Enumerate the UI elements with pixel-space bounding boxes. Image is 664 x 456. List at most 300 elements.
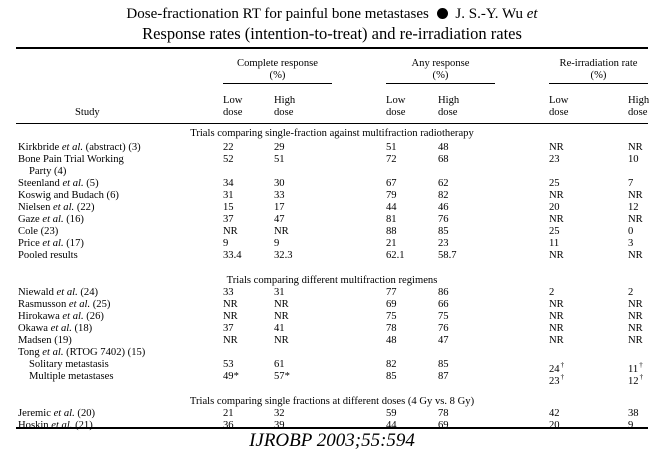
value: 62.1 bbox=[386, 250, 405, 261]
study-name: Pooled results bbox=[18, 250, 78, 261]
value-cell bbox=[438, 214, 449, 226]
value: 33 bbox=[274, 190, 285, 201]
value: 41 bbox=[274, 323, 285, 334]
value-cell bbox=[223, 311, 238, 323]
value-cell bbox=[274, 178, 285, 190]
value: 21 bbox=[386, 238, 397, 249]
value-cell bbox=[628, 238, 633, 250]
study-name: Price bbox=[18, 238, 43, 249]
value-cell bbox=[628, 408, 639, 420]
value: 59 bbox=[386, 408, 397, 419]
value: NR bbox=[223, 311, 238, 322]
value: 11 bbox=[549, 238, 560, 249]
value-cell bbox=[274, 202, 285, 214]
value-cell bbox=[274, 323, 285, 335]
dose-subheader-low: Low bbox=[223, 95, 243, 106]
value: 44 bbox=[386, 420, 397, 431]
value: 38 bbox=[628, 408, 639, 419]
value: 32 bbox=[274, 408, 285, 419]
value-cell bbox=[274, 142, 285, 154]
study-name: Kirkbride bbox=[18, 142, 62, 153]
table-title: Response rates (intention-to-treat) and re-irradiation rates bbox=[142, 24, 522, 43]
value-cell bbox=[386, 190, 397, 202]
study-etal: et al. bbox=[62, 311, 84, 322]
value-cell bbox=[386, 371, 397, 383]
value: 11 bbox=[628, 364, 639, 375]
value: 88 bbox=[386, 226, 397, 237]
value-cell bbox=[549, 178, 560, 190]
value: 85 bbox=[438, 226, 449, 237]
value-cell bbox=[549, 323, 564, 335]
value: NR bbox=[223, 299, 238, 310]
value: 57* bbox=[274, 371, 290, 382]
value-cell bbox=[438, 178, 449, 190]
value-cell bbox=[549, 142, 564, 154]
study-name: Koswig and Budach (6) bbox=[18, 190, 119, 201]
value: 76 bbox=[438, 323, 449, 334]
value: 25 bbox=[549, 226, 560, 237]
value: 47 bbox=[438, 335, 449, 346]
value: 48 bbox=[438, 142, 449, 153]
value-cell bbox=[438, 238, 449, 250]
value: 85 bbox=[386, 371, 397, 382]
value: NR bbox=[549, 299, 564, 310]
value-cell bbox=[438, 154, 449, 166]
value: 31 bbox=[274, 287, 285, 298]
study-name: Solitary metastasis bbox=[29, 359, 109, 370]
value-cell bbox=[274, 226, 289, 238]
value: 33 bbox=[223, 287, 234, 298]
value-cell bbox=[628, 335, 643, 347]
value-cell bbox=[386, 238, 397, 250]
value-cell bbox=[274, 311, 289, 323]
study-name-cell bbox=[18, 214, 84, 226]
value-cell bbox=[549, 335, 564, 347]
value: 9 bbox=[274, 238, 280, 249]
value: NR bbox=[628, 142, 643, 153]
value: 78 bbox=[386, 323, 397, 334]
value: 44 bbox=[386, 202, 397, 213]
study-name: Gaze bbox=[18, 214, 43, 225]
study-reference: (RTOG 7402) (15) bbox=[63, 347, 146, 358]
value: NR bbox=[274, 335, 289, 346]
value: NR bbox=[274, 311, 289, 322]
value-cell bbox=[628, 226, 633, 238]
column-group-header: Any response bbox=[411, 58, 470, 69]
dose-subheader-low: dose bbox=[223, 107, 243, 118]
study-name-cell bbox=[18, 142, 141, 154]
dagger-footnote-mark: † bbox=[639, 361, 643, 369]
value-cell bbox=[438, 250, 457, 262]
value-cell bbox=[438, 299, 449, 311]
study-etal: et al. bbox=[61, 142, 84, 153]
value-cell bbox=[274, 214, 285, 226]
study-name: Tong bbox=[18, 347, 43, 358]
value-cell bbox=[274, 154, 285, 166]
value: NR bbox=[628, 214, 643, 225]
value-cell bbox=[438, 323, 449, 335]
value-cell bbox=[223, 178, 234, 190]
value: 87 bbox=[438, 371, 449, 382]
study-name: Rasmusson bbox=[18, 299, 69, 310]
study-etal: et al. bbox=[42, 347, 64, 358]
value-cell bbox=[549, 311, 564, 323]
bullet-dot-icon bbox=[437, 8, 448, 19]
study-name-cell bbox=[18, 335, 72, 347]
value: 68 bbox=[438, 154, 449, 165]
value: 62 bbox=[438, 178, 449, 189]
value-cell bbox=[223, 238, 228, 250]
study-name-cell bbox=[18, 238, 84, 250]
value: NR bbox=[628, 250, 643, 261]
study-name-cell bbox=[18, 408, 95, 420]
value-cell bbox=[438, 359, 449, 371]
study-reference: (5) bbox=[83, 178, 99, 189]
study-reference: (abstract) (3) bbox=[83, 142, 141, 153]
value: 12 bbox=[628, 376, 639, 387]
value: 23 bbox=[549, 376, 560, 387]
value: 30 bbox=[274, 178, 285, 189]
citation-footer: IJROBP 2003;55:594 bbox=[249, 430, 415, 451]
study-name: Multiple metastases bbox=[29, 371, 114, 382]
value: NR bbox=[628, 323, 643, 334]
study-etal: et al. bbox=[53, 408, 75, 419]
study-reference: (20) bbox=[74, 408, 96, 419]
value: 7 bbox=[628, 178, 634, 189]
value: 33.4 bbox=[223, 250, 242, 261]
running-header-title: Dose-fractionation RT for painful bone metastases bbox=[126, 6, 429, 22]
value: 20 bbox=[549, 202, 560, 213]
top-rule bbox=[16, 47, 648, 49]
study-name: Nielsen bbox=[18, 202, 54, 213]
value: 69 bbox=[386, 299, 397, 310]
study-name: Hoskin bbox=[18, 420, 52, 431]
value-cell bbox=[223, 250, 242, 262]
value: 34 bbox=[223, 178, 234, 189]
value-cell bbox=[628, 202, 639, 214]
value-cell bbox=[438, 190, 449, 202]
value: 78 bbox=[438, 408, 449, 419]
study-reference: (22) bbox=[74, 202, 95, 213]
value-cell bbox=[386, 250, 405, 262]
value: 39 bbox=[274, 420, 285, 431]
value: 31 bbox=[223, 190, 234, 201]
value: NR bbox=[549, 214, 564, 225]
study-column-header: Study bbox=[75, 107, 100, 118]
study-name-cell bbox=[18, 347, 145, 359]
header-rule bbox=[16, 123, 648, 124]
column-group-underline bbox=[549, 83, 648, 84]
study-name: Party (4) bbox=[29, 166, 67, 177]
dose-subheader-low: Low bbox=[386, 95, 406, 106]
study-name-cell bbox=[18, 154, 124, 166]
value-cell bbox=[549, 238, 559, 250]
value: 10 bbox=[628, 154, 639, 165]
column-group-header: Re-irradiation rate bbox=[559, 58, 638, 69]
study-name-cell bbox=[18, 226, 58, 238]
value-cell bbox=[223, 299, 238, 311]
value-cell bbox=[549, 226, 560, 238]
value: 3 bbox=[628, 238, 634, 249]
study-name: Bone Pain Trial Working bbox=[18, 154, 124, 165]
value-cell bbox=[274, 238, 279, 250]
value-cell bbox=[438, 202, 449, 214]
study-name-cell bbox=[29, 359, 109, 371]
study-reference: (17) bbox=[63, 238, 84, 249]
value-cell bbox=[223, 226, 238, 238]
value-cell bbox=[223, 142, 234, 154]
value-cell bbox=[274, 250, 293, 262]
value: 86 bbox=[438, 287, 449, 298]
value-cell bbox=[223, 190, 234, 202]
value-cell bbox=[549, 408, 560, 420]
value-cell bbox=[386, 335, 397, 347]
value-cell bbox=[386, 142, 397, 154]
value: 81 bbox=[386, 214, 397, 225]
value-cell bbox=[549, 250, 564, 262]
value-cell bbox=[549, 190, 564, 202]
dose-subheader-high: dose bbox=[628, 107, 648, 118]
value: 2 bbox=[628, 287, 634, 298]
column-group-header: Complete response bbox=[237, 58, 318, 69]
dose-subheader-low: dose bbox=[386, 107, 406, 118]
study-name-cell bbox=[18, 250, 78, 262]
value-cell bbox=[628, 287, 633, 299]
value: 9 bbox=[223, 238, 229, 249]
value-cell bbox=[223, 408, 234, 420]
value: 69 bbox=[438, 420, 449, 431]
value: 75 bbox=[438, 311, 449, 322]
value: 46 bbox=[438, 202, 449, 213]
value: NR bbox=[274, 226, 289, 237]
column-group-unit: (%) bbox=[432, 70, 449, 81]
study-etal: et al. bbox=[62, 178, 84, 189]
value-cell bbox=[549, 202, 560, 214]
value: 15 bbox=[223, 202, 234, 213]
value-cell bbox=[386, 323, 397, 335]
dagger-footnote-mark: † bbox=[639, 373, 644, 381]
value: 76 bbox=[438, 214, 449, 225]
dose-subheader-low: Low bbox=[549, 95, 569, 106]
value-cell bbox=[549, 154, 560, 166]
value: 52 bbox=[223, 154, 234, 165]
value-cell bbox=[438, 371, 449, 383]
value-cell bbox=[549, 214, 564, 226]
value: NR bbox=[274, 299, 289, 310]
value: 61 bbox=[274, 359, 285, 370]
study-reference: (24) bbox=[77, 287, 99, 298]
value-cell bbox=[274, 190, 285, 202]
study-name-cell bbox=[29, 166, 66, 178]
value: 66 bbox=[438, 299, 449, 310]
value-cell bbox=[386, 287, 397, 299]
study-name-cell bbox=[18, 178, 99, 190]
value: 51 bbox=[274, 154, 285, 165]
value-cell bbox=[223, 323, 234, 335]
study-etal: et al. bbox=[53, 202, 75, 213]
study-name-cell bbox=[18, 287, 98, 299]
value: 23 bbox=[549, 154, 560, 165]
section-heading: Trials comparing different multifraction regimens bbox=[226, 275, 438, 286]
dose-subheader-high: High bbox=[628, 95, 650, 106]
value: 37 bbox=[223, 323, 234, 334]
value-cell bbox=[223, 335, 238, 347]
value: NR bbox=[628, 190, 643, 201]
study-reference: (18) bbox=[71, 323, 93, 334]
value: NR bbox=[628, 299, 643, 310]
column-group-unit: (%) bbox=[269, 70, 286, 81]
dose-subheader-high: dose bbox=[438, 107, 458, 118]
value: 58.7 bbox=[438, 250, 457, 261]
study-reference: (21) bbox=[72, 420, 93, 431]
value: 85 bbox=[438, 359, 449, 370]
value: 72 bbox=[386, 154, 397, 165]
value-cell bbox=[549, 371, 564, 388]
study-name: Steenland bbox=[18, 178, 63, 189]
study-name: Niewald bbox=[18, 287, 57, 298]
column-group-underline bbox=[386, 83, 495, 84]
study-name-cell bbox=[18, 311, 104, 323]
value: NR bbox=[549, 190, 564, 201]
value: NR bbox=[628, 335, 643, 346]
value-cell bbox=[274, 371, 290, 383]
value-cell bbox=[274, 359, 285, 371]
study-etal: et al. bbox=[42, 214, 64, 225]
value: 82 bbox=[386, 359, 397, 370]
value-cell bbox=[274, 408, 285, 420]
study-etal: et al. bbox=[51, 420, 73, 431]
value: 0 bbox=[628, 226, 634, 237]
value: 48 bbox=[386, 335, 397, 346]
value: NR bbox=[223, 335, 238, 346]
section-heading: Trials comparing single-fraction against multifraction radiotherapy bbox=[190, 128, 474, 139]
value: 2 bbox=[549, 287, 555, 298]
value: 47 bbox=[274, 214, 285, 225]
value: NR bbox=[223, 226, 238, 237]
value-cell bbox=[386, 299, 397, 311]
value-cell bbox=[386, 311, 397, 323]
value-cell bbox=[438, 287, 449, 299]
value: 67 bbox=[386, 178, 397, 189]
value: 79 bbox=[386, 190, 397, 201]
value-cell bbox=[274, 335, 289, 347]
value: 49* bbox=[223, 371, 239, 382]
value-cell bbox=[223, 154, 234, 166]
value-cell bbox=[223, 214, 234, 226]
study-name: Okawa bbox=[18, 323, 51, 334]
value: 29 bbox=[274, 142, 285, 153]
value-cell bbox=[628, 142, 643, 154]
study-name: Cole (23) bbox=[18, 226, 59, 237]
value: NR bbox=[549, 323, 564, 334]
value-cell bbox=[549, 299, 564, 311]
value-cell bbox=[628, 311, 643, 323]
value: 82 bbox=[438, 190, 449, 201]
value: NR bbox=[549, 311, 564, 322]
study-reference: (26) bbox=[83, 311, 104, 322]
value-cell bbox=[438, 408, 449, 420]
value-cell bbox=[386, 202, 397, 214]
study-reference: (25) bbox=[90, 299, 111, 310]
value: 37 bbox=[223, 214, 234, 225]
value: NR bbox=[549, 335, 564, 346]
study-etal: et al. bbox=[68, 299, 91, 310]
dose-subheader-high: dose bbox=[274, 107, 294, 118]
value: 21 bbox=[223, 408, 234, 419]
value-cell bbox=[386, 214, 397, 226]
column-group-unit: (%) bbox=[590, 70, 607, 81]
value: NR bbox=[628, 311, 643, 322]
dagger-footnote-mark: † bbox=[560, 373, 565, 381]
value: 9 bbox=[628, 420, 634, 431]
section-heading: Trials comparing single fractions at different doses (4 Gy vs. 8 Gy) bbox=[189, 396, 475, 407]
study-etal: et al. bbox=[50, 323, 72, 334]
value-cell bbox=[223, 202, 234, 214]
dose-subheader-high: High bbox=[438, 95, 460, 106]
value-cell bbox=[223, 371, 239, 383]
value: 24 bbox=[549, 364, 560, 375]
value-cell bbox=[386, 359, 397, 371]
value-cell bbox=[628, 214, 643, 226]
study-name: Hirokawa bbox=[18, 311, 63, 322]
study-name-cell bbox=[29, 371, 113, 383]
study-name-cell bbox=[18, 299, 110, 311]
running-header-etal: et bbox=[526, 6, 538, 22]
dose-subheader-high: High bbox=[274, 95, 296, 106]
value-cell bbox=[386, 226, 397, 238]
value: NR bbox=[549, 142, 564, 153]
dose-subheader-low: dose bbox=[549, 107, 569, 118]
value-cell bbox=[438, 142, 449, 154]
column-group-underline bbox=[223, 83, 332, 84]
value-cell bbox=[628, 250, 643, 262]
study-name-cell bbox=[18, 202, 95, 214]
value-cell bbox=[386, 178, 397, 190]
value: 22 bbox=[223, 142, 234, 153]
value-cell bbox=[274, 299, 289, 311]
study-etal: et al. bbox=[56, 287, 78, 298]
value-cell bbox=[386, 154, 397, 166]
value: 42 bbox=[549, 408, 560, 419]
running-header-authors: J. S.-Y. Wu bbox=[455, 6, 524, 22]
value: 17 bbox=[274, 202, 285, 213]
value: 77 bbox=[386, 287, 397, 298]
value-cell bbox=[628, 190, 643, 202]
value: 36 bbox=[223, 420, 234, 431]
study-etal: et al. bbox=[42, 238, 64, 249]
value-cell bbox=[223, 359, 234, 371]
value: 23 bbox=[438, 238, 449, 249]
value-cell bbox=[628, 154, 639, 166]
value: 51 bbox=[386, 142, 397, 153]
value-cell bbox=[628, 178, 633, 190]
value-cell bbox=[438, 311, 449, 323]
study-name: Jeremic bbox=[18, 408, 54, 419]
value-cell bbox=[386, 408, 397, 420]
value-cell bbox=[628, 371, 643, 388]
dagger-footnote-mark: † bbox=[560, 361, 565, 369]
value-cell bbox=[628, 323, 643, 335]
value-cell bbox=[438, 335, 449, 347]
study-reference: (16) bbox=[63, 214, 84, 225]
value: 75 bbox=[386, 311, 397, 322]
study-name: Madsen (19) bbox=[18, 335, 72, 346]
value: 32.3 bbox=[274, 250, 293, 261]
study-name-cell bbox=[18, 323, 92, 335]
value-cell bbox=[549, 287, 554, 299]
value-cell bbox=[628, 299, 643, 311]
value: NR bbox=[549, 250, 564, 261]
